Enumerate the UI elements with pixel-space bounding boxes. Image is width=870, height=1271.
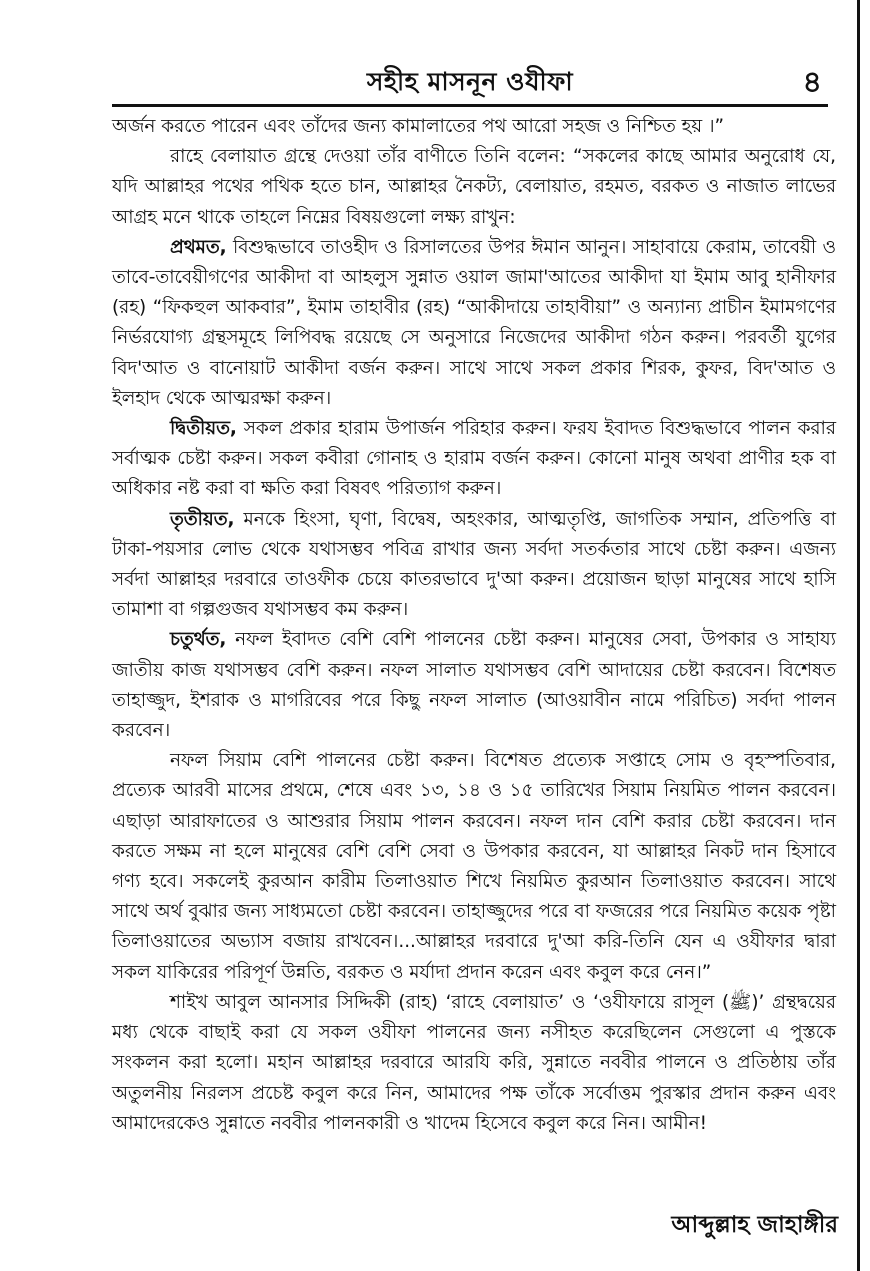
- running-header: [112, 58, 828, 107]
- paragraph-text: মনকে হিংসা, ঘৃণা, বিদ্বেষ, অহংকার, আত্মতৃপ্তি, জাগতিক সম্মান, প্রতিপত্তি বা টাকা-পয়সার লোভ থেকে যথাসম্ভব পবিত্র রাখার জন্য সর্বদা সতর্কতার সাথে চেষ্টা করুন। এজন্য সর্বদা আল্লাহর দরবারে তাওফীক চেয়ে কাতরভাবে দু'আ করুন। প্রয়োজন ছাড়া মানুষের সাথে হাসি তামাশা বা গল্পগুজব যথাসম্ভব কম করুন।: [112, 508, 836, 621]
- page-body: [112, 112, 836, 1139]
- paragraph-text: বিশুদ্ধভাবে তাওহীদ ও রিসালতের উপর ঈমান আনুন। সাহাবায়ে কেরাম, তাবেয়ী ও তাবে-তাবেয়ীগণের আকীদা বা আহলুস সুন্নাত ওয়াল জামা'আতের আকীদা যা ইমাম আবু হানীফার (রহ) “ফিকহুল আকবার”, ইমাম তাহাবীর (রহ) “আকীদায়ে তাহাবীয়া” ও অন্যান্য প্রাচীন ইমামগণের নির্ভরযোগ্য গ্রন্থসমূহে লিপিবদ্ধ রয়েছে সে অনুসারে নিজেদের আকীদা গঠন করুন। পরবর্তী যুগের বিদ'আত ও বানোয়াট আকীদা বর্জন করুন। সাথে সাথে সকল প্রকার শিরক, কুফর, বিদ'আত ও ইলহাদ থেকে আত্মরক্ষা করুন।: [112, 236, 836, 409]
- paragraph-6: [112, 625, 836, 746]
- paragraph-text: নফল সিয়াম বেশি পালনের চেষ্টা করুন। বিশেষত প্রত্যেক সপ্তাহে সোম ও বৃহস্পতিবার, প্রত্যেক আরবী মাসের প্রথমে, শেষে এবং ১৩, ১৪ ও ১৫ তারিখের সিয়াম নিয়মিত পালন করবেন। এছাড়া আরাফাতের ও আশুরার সিয়াম পালন করবেন। নফল দান বেশি করার চেষ্টা করবেন। দান করতে সক্ষম না হলে মানুষের বেশি বেশি সেবা ও উপকার করবেন, যা আল্লাহর নিকট দান হিসাবে গণ্য হবে। সকলেই কুরআন কারীম তিলাওয়াত শিখে নিয়মিত কুরআন তিলাওয়াত করবেন। সাথে সাথে অর্থ বুঝার জন্য সাধ্যমতো চেষ্টা করবেন। তাহাজ্জুদের পরে বা ফজরের পরে নিয়মিত কয়েক পৃষ্টা তিলাওয়াতের অভ্যাস বজায় রাখবেন।...আল্লাহর দরবারে দু'আ করি-তিনি যেন এ ওযীফার দ্বারা সকল যাকিরের পরিপূর্ণ উন্নতি, বরকত ও মর্যাদা প্রদান করেন এবং কবুল করে নেন।”: [112, 750, 836, 983]
- paragraph-lead: প্রথমত,: [170, 236, 227, 258]
- paragraph-lead: চতুর্থত,: [170, 629, 227, 651]
- paragraph-8: [112, 988, 836, 1139]
- book-title: সহীহ মাসনূন ওযীফা: [366, 67, 574, 96]
- author-signature: আব্দুল্লাহ জাহাঙ্গীর: [671, 1212, 838, 1238]
- page-edge-rule: [857, 0, 860, 1271]
- paragraph-text: শাইখ আবুল আনসার সিদ্দিকী (রাহ) ‘রাহে বেলায়াত’ ও ‘ওযীফায়ে রাসূল (ﷺ)’ গ্রন্থদ্বয়ের মধ্য থেকে বাছাই করা যে সকল ওযীফা পালনের জন্য নসীহত করেছিলেন সেগুলো এ পুস্তকে সংকলন করা হলো। মহান আল্লাহর দরবারে আরযি করি, সুন্নাতে নববীর পালনে ও প্রতিষ্ঠায় তাঁর অতুলনীয় নিরলস প্রচেষ্ট কবুল করে নিন, আমাদের পক্ষ তাঁকে সর্বোত্তম পুরস্কার প্রদান করুন এবং আমাদেরকেও সুন্নাতে নববীর পালনকারী ও খাদেম হিসেবে কবুল করে নিন। আমীন!: [112, 991, 836, 1134]
- paragraph-text: রাহে বেলায়াত গ্রন্থে দেওয়া তাঁর বাণীতে তিনি বলেন: “সকলের কাছে আমার অনুরোধ যে, যদি আল্লাহর পথের পথিক হতে চান, আল্লাহর নৈকট্য, বেলায়াত, রহমত, বরকত ও নাজাত লাভের আগ্রহ মনে থাকে তাহলে নিম্নের বিষয়গুলো লক্ষ্য রাখুন:: [112, 146, 836, 228]
- paragraph-text: অর্জন করতে পারেন এবং তাঁদের জন্য কামালাতের পথ আরো সহজ ও নিশ্চিত হয় ।”: [112, 116, 725, 137]
- paragraph-text: সকল প্রকার হারাম উপার্জন পরিহার করুন। ফরয ইবাদত বিশুদ্ধভাবে পালন করার সর্বাত্মক চেষ্টা করুন। সকল কবীরা গোনাহ ও হারাম বর্জন করুন। কোনো মানুষ অথবা প্রাণীর হক বা অধিকার নষ্ট করা বা ক্ষতি করা বিষবৎ পরিত্যাগ করুন।: [112, 418, 836, 500]
- paragraph-2: [112, 142, 836, 233]
- paragraph-lead: দ্বিতীয়ত,: [170, 418, 237, 440]
- paragraph-4: [112, 414, 836, 505]
- paragraph-3: [112, 233, 836, 414]
- paragraph-text: নফল ইবাদত বেশি বেশি পালনের চেষ্টা করুন। মানুষের সেবা, উপকার ও সাহায্য জাতীয় কাজ যথাসম্ভব বেশি করুন। নফল সালাত যথাসম্ভব বেশি আদায়ের চেষ্টা করবেন। বিশেষত তাহাজ্জুদ, ইশরাক ও মাগরিবের পরে কিছু নফল সালাত (আওয়াবীন নামে পরিচিত) সর্বদা পালন করবেন।: [112, 629, 836, 742]
- paragraph-1: [112, 112, 836, 142]
- paragraph-5: [112, 505, 836, 626]
- paragraph-lead: তৃতীয়ত,: [170, 508, 235, 530]
- page-number: ৪: [802, 65, 822, 100]
- paragraph-7: [112, 746, 836, 988]
